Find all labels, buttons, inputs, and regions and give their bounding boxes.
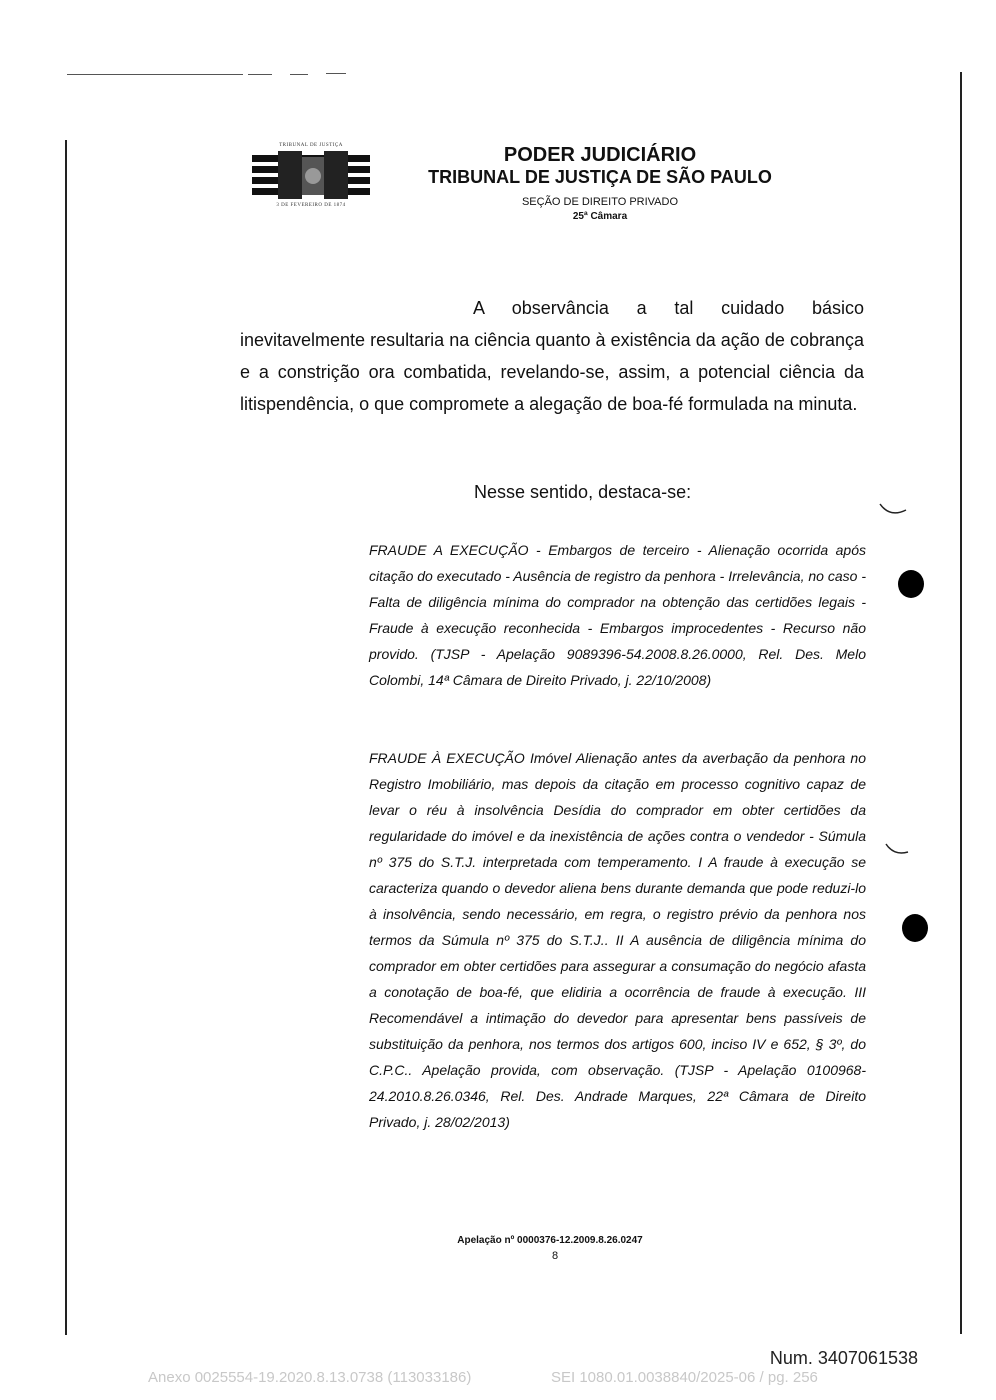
body-paragraph: A observância a tal cuidado básico inevitavelmente resultaria na ciência quanto à existência da ação de cobrança e a constrição ora combatida, revelando-se, assim, a potencial ciência da litispendência, o que compromete a alegação de boa-fé formulada na minuta. <box>240 298 864 414</box>
scan-line <box>67 74 243 75</box>
scan-line <box>248 74 272 75</box>
footer-case-reference: Apelação nº 0000376-12.2009.8.26.0247 <box>457 1235 643 1246</box>
scan-line <box>290 74 308 75</box>
quote-block-2: FRAUDE À EXECUÇÃO Imóvel Alienação antes da averbação da penhora no Registro Imobiliário, mas depois da citação em processo cognitivo capaz de levar o réu à insolvência Desídia do comprador em obter certidões da regularidade do imóvel e da inexistência de ações contra o vendedor - Súmula nº 375 do S.T.J. interpretada com temperamento. I A fraude à execução se caracteriza quando o devedor aliena bens durante demanda que pode reduzi-lo à insolvência, sendo necessário, em regra, o registro prévio da penhora nos termos da Súmula nº 375 do S.T.J.. II A ausência de diligência mínima do comprador em obter certidões para assegurar a consumação do negócio afasta a conotação de boa-fé, que elidiria a ocorrência de fraude à execução. III Recomendável a intimação do devedor para apresentar bens passíveis de substituição da penhora, nos termos dos artigos 600, inciso IV e 652, § 3º, do C.P.C.. Apelação provida, com observação. (TJSP - Apelação 0100968-24.2010.8.26.0346, Rel. Des. Andrade Marques, 22ª Câmara de Direito Privado, j. 28/02/2013) <box>369 750 866 1130</box>
logo-bottom-text: 3 DE FEVEREIRO DE 1874 <box>276 203 346 208</box>
margin-curve-mark <box>878 500 908 520</box>
margin-curve-mark <box>884 840 910 860</box>
right-border-line <box>960 72 962 1334</box>
punch-hole-mark <box>902 914 928 942</box>
footer-page-number: 8 <box>551 1250 559 1262</box>
document-number-stamp: Num. 3407061538 <box>769 1348 918 1368</box>
logo-top-text: TRIBUNAL DE JUSTIÇA <box>279 143 343 148</box>
punch-hole-mark <box>898 570 924 598</box>
header-chamber: 25ª Câmara <box>572 211 628 222</box>
header-title: PODER JUDICIÁRIO <box>503 144 697 166</box>
court-emblem-icon <box>252 151 370 201</box>
subheading: Nesse sentido, destaca-se: <box>474 482 692 502</box>
court-logo <box>250 143 372 209</box>
left-border-line <box>65 140 67 1335</box>
header-section: SEÇÃO DE DIREITO PRIVADO <box>521 196 679 208</box>
quote-block-1: FRAUDE A EXECUÇÃO - Embargos de terceiro - Alienação ocorrida após citação do executado - Ausência de registro da penhora - Irrelevância, no caso - Falta de diligência mínima do comprador na obtenção das certidões legais - Fraude à execução reconhecida - Embargos improcedentes - Recurso não provido. (TJSP - Apelação 9089396-54.2008.8.26.0000, Rel. Des. Melo Colombi, 14ª Câmara de Direito Privado, j. 22/10/2008) <box>369 542 866 688</box>
header-court-name: TRIBUNAL DE JUSTIÇA DE SÃO PAULO <box>428 167 772 187</box>
sei-stamp: SEI 1080.01.0038840/2025-06 / pg. 256 <box>551 1369 818 1386</box>
anexo-stamp: Anexo 0025554-19.2020.8.13.0738 (113033186) <box>148 1369 472 1386</box>
scan-line <box>326 73 346 74</box>
